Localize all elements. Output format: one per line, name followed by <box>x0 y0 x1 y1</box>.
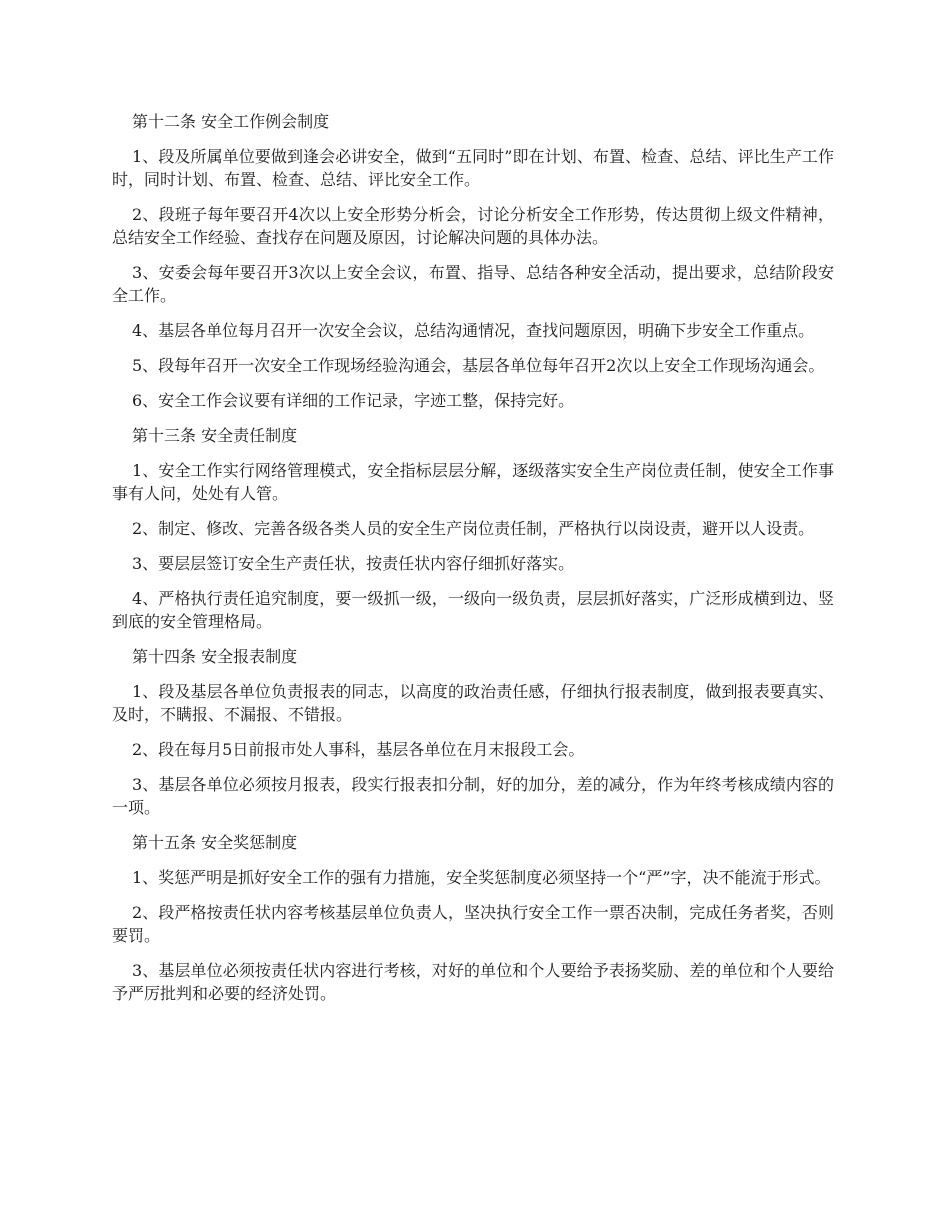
paragraph: 1、段及基层各单位负责报表的同志，以高度的政治责任感，仔细执行报表制度，做到报表要真实、及时，不瞒报、不漏报、不错报。 <box>112 682 834 724</box>
paragraph: 4、严格执行责任追究制度，要一级抓一级，一级向一级负责，层层抓好落实，广泛形成横到边、竖到底的安全管理格局。 <box>112 589 834 631</box>
document-body <box>112 110 834 1017</box>
paragraph: 1、安全工作实行网络管理模式，安全指标层层分解，逐级落实安全生产岗位责任制，使安全工作事事有人问，处处有人管。 <box>112 461 834 503</box>
section-heading: 第十二条 安全工作例会制度 <box>132 112 330 131</box>
section-heading: 第十五条 安全奖惩制度 <box>132 833 298 852</box>
paragraph: 3、要层层签订安全生产责任状，按责任状内容仔细抓好落实。 <box>132 554 575 573</box>
paragraph: 2、制定、修改、完善各级各类人员的安全生产岗位责任制，严格执行以岗设责，避开以人设责。 <box>132 519 815 538</box>
paragraph: 1、奖惩严明是抓好安全工作的强有力措施，安全奖惩制度必须坚持一个“严”字，决不能流于形式。 <box>132 868 831 887</box>
paragraph: 4、基层各单位每月召开一次安全会议，总结沟通情况，查找问题原因，明确下步安全工作重点。 <box>132 321 815 340</box>
paragraph: 6、安全工作会议要有详细的工作记录，字迹工整，保持完好。 <box>132 391 575 410</box>
paragraph: 3、基层单位必须按责任状内容进行考核，对好的单位和个人要给予表扬奖励、差的单位和个人要给予严厉批判和必要的经济处罚。 <box>112 961 834 1003</box>
section-15 <box>112 831 834 1005</box>
paragraph: 2、段班子每年要召开4次以上安全形势分析会，讨论分析安全工作形势，传达贯彻上级文件精神，总结安全工作经验、查找存在问题及原因，讨论解决问题的具体办法。 <box>112 205 834 247</box>
paragraph: 5、段每年召开一次安全工作现场经验沟通会，基层各单位每年召开2次以上安全工作现场沟通会。 <box>132 356 825 375</box>
paragraph: 1、段及所属单位要做到逢会必讲安全，做到“五同时”即在计划、布置、检查、总结、评比生产工作时，同时计划、布置、检查、总结、评比安全工作。 <box>112 147 834 189</box>
paragraph: 2、段在每月5日前报市处人事科，基层各单位在月末报段工会。 <box>132 740 585 759</box>
section-12 <box>112 110 834 412</box>
section-heading: 第十四条 安全报表制度 <box>132 647 298 666</box>
paragraph: 2、段严格按责任状内容考核基层单位负责人，坚决执行安全工作一票否决制，完成任务者奖，否则要罚。 <box>112 903 834 945</box>
section-14 <box>112 645 834 819</box>
paragraph: 3、安委会每年要召开3次以上安全会议，布置、指导、总结各种安全活动，提出要求，总结阶段安全工作。 <box>112 263 834 305</box>
paragraph: 3、基层各单位必须按月报表，段实行报表扣分制，好的加分，差的减分，作为年终考核成绩内容的一项。 <box>112 775 834 817</box>
section-heading: 第十三条 安全责任制度 <box>132 426 298 445</box>
section-13 <box>112 424 834 633</box>
